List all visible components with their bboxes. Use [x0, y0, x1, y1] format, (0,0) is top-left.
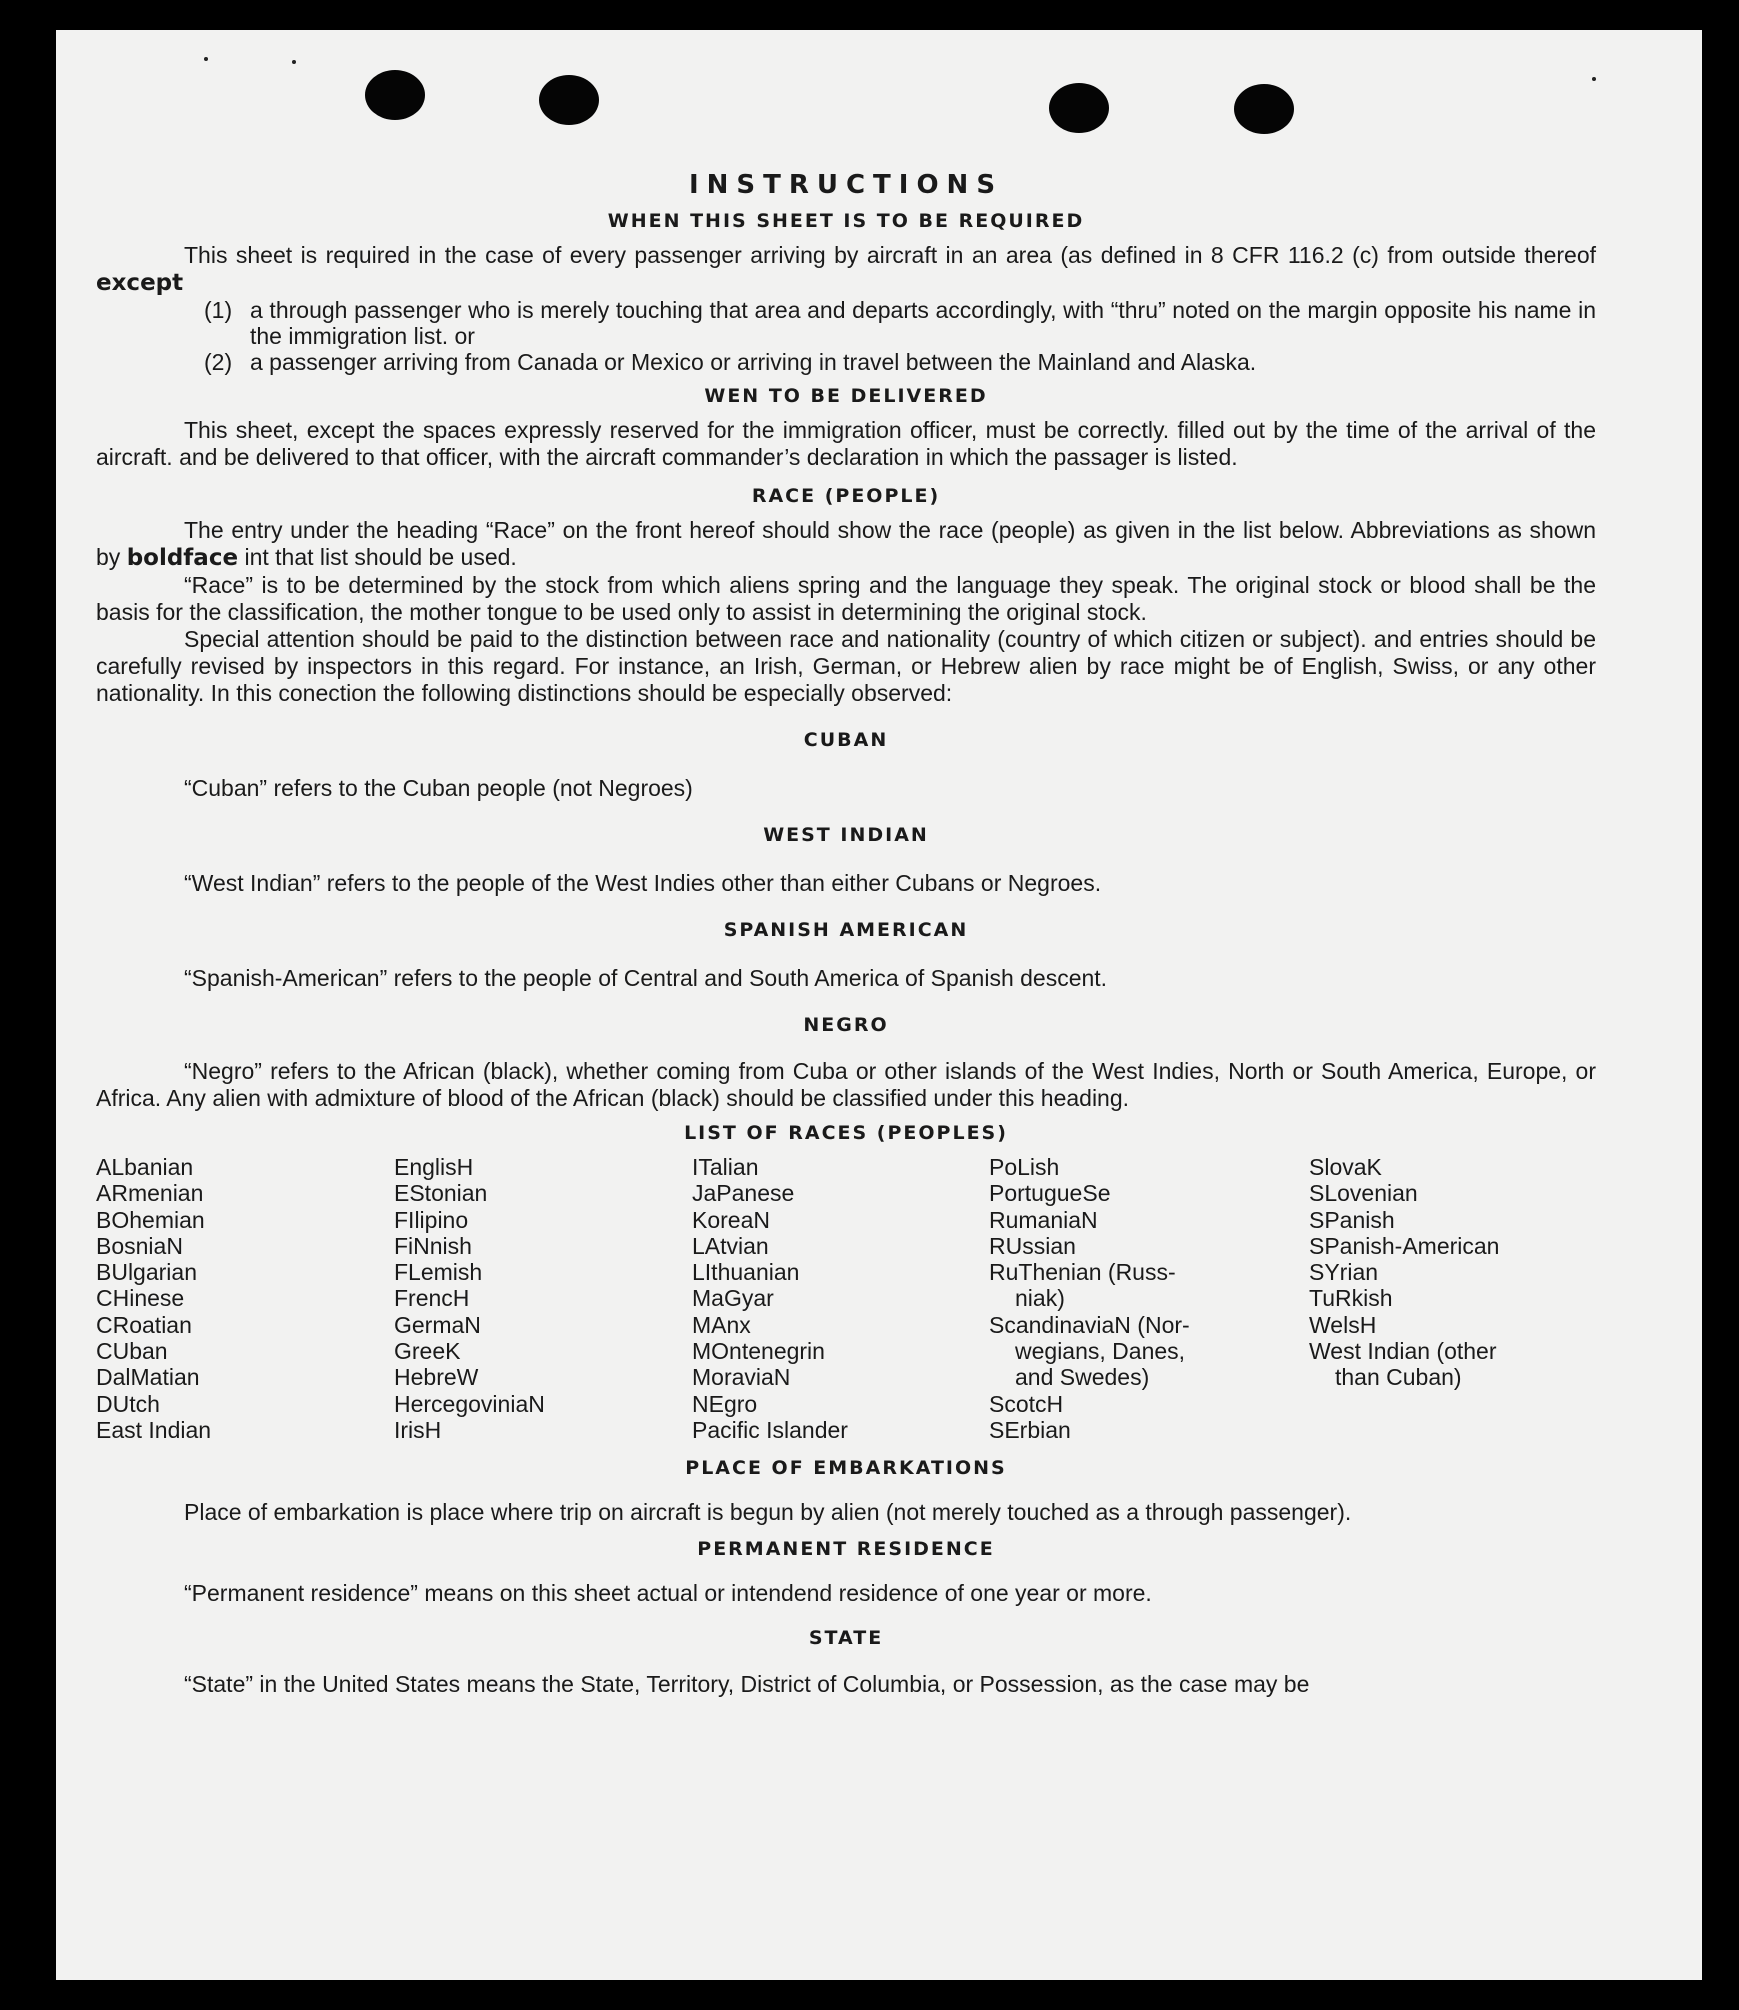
race-entry: BUlgarian: [96, 1259, 197, 1286]
section-heading-cuban: CUBAN: [803, 729, 889, 751]
race-entry: TuRkish: [1309, 1285, 1393, 1312]
race-entry: FLemish: [394, 1259, 483, 1286]
punch-hole: [539, 75, 599, 125]
races-column-5: [1309, 1154, 1569, 1443]
races-column-3: [692, 1154, 989, 1443]
race-entry-continuation: than Cuban): [1335, 1364, 1462, 1391]
exception-item-2: (2) a passenger arriving from Canada or Mexico or arriving in travel between the Mainland and Alaska.: [204, 349, 1257, 375]
west-indian-text: “West Indian” refers to the people of the West Indies other than either Cubans or Negroes.: [184, 870, 1102, 896]
section-heading-race: RACE (PEOPLE): [751, 485, 941, 507]
race-entry: SPanish: [1309, 1206, 1395, 1233]
page-title: INSTRUCTIONS: [688, 170, 1004, 200]
punch-hole: [365, 70, 425, 120]
race-entry: PortugueSe: [989, 1180, 1111, 1207]
exception-item-1: (1) a through passenger who is merely touching that area and departs accordingly, with “thru” noted on the margin opposite his name in the immigration list. or: [204, 297, 1596, 349]
race-entry: EStonian: [394, 1180, 488, 1207]
race-entry: GermaN: [394, 1311, 481, 1338]
race-entry: CUban: [96, 1338, 168, 1365]
races-column-1: [96, 1154, 394, 1443]
race-entry: JaPanese: [692, 1180, 795, 1207]
section-heading-when-required: WHEN THIS SHEET IS TO BE REQUIRED: [607, 210, 1085, 232]
race-entry: MoraviaN: [692, 1364, 791, 1391]
section-heading-delivered: WEN TO BE DELIVERED: [704, 385, 988, 407]
document-page: [56, 30, 1702, 1980]
permanent-residence-text: “Permanent residence” means on this sheet actual or intendend residence of one year or more.: [184, 1580, 1152, 1607]
race-entry: KoreaN: [692, 1206, 770, 1233]
race-entry: RumaniaN: [989, 1206, 1098, 1233]
race-entry: ARmenian: [96, 1180, 204, 1207]
spanish-american-text: “Spanish-American” refers to the people of Central and South America of Spanish descent.: [184, 965, 1108, 991]
speck: [1592, 77, 1596, 81]
race-entry: RuThenian (Russ-: [989, 1259, 1176, 1286]
race-entry: MOntenegrin: [692, 1338, 825, 1365]
race-entry: RUssian: [989, 1232, 1076, 1259]
race-entry: SYrian: [1309, 1259, 1379, 1286]
section-heading-spanish-american: SPANISH AMERICAN: [723, 919, 969, 941]
race-entry: BosniaN: [96, 1232, 183, 1259]
race-entry: EnglisH: [394, 1154, 474, 1180]
race-entry: FIlipino: [394, 1206, 469, 1233]
race-entry: WelsH: [1309, 1311, 1377, 1338]
race-entry: MaGyar: [692, 1285, 774, 1312]
section-heading-negro: NEGRO: [803, 1014, 889, 1036]
race-entry: LAtvian: [692, 1232, 769, 1259]
punch-hole: [1234, 84, 1294, 134]
race-entry-continuation: and Swedes): [1015, 1364, 1150, 1391]
race-entry: PoLish: [989, 1154, 1060, 1180]
race-entry: ScotcH: [989, 1390, 1064, 1417]
race-entry: BOhemian: [96, 1206, 205, 1233]
race-entry: FiNnish: [394, 1232, 472, 1259]
instructions-content: [96, 170, 1596, 1698]
race-entry: DalMatian: [96, 1364, 200, 1391]
race-entry: East Indian: [96, 1416, 212, 1443]
race-entry: HebreW: [394, 1364, 479, 1391]
section-heading-west-indian: WEST INDIAN: [763, 824, 929, 846]
race-paragraph-3: Special attention should be paid to the distinction between race and nationality (country of which citizen or subject). and entries should be carefully revised by inspectors in this regard. For instance, an Irish, German, or Hebrew alien by race might be of English, Swiss, or any other nationality. In this conection the following distinctions should be especially observed:: [96, 626, 1596, 706]
race-entry: SPanish-American: [1309, 1232, 1500, 1259]
race-entry: IrisH: [394, 1416, 442, 1443]
race-entry: SlovaK: [1309, 1154, 1382, 1180]
race-entry: ScandinaviaN (Nor-: [989, 1311, 1190, 1338]
speck: [292, 60, 296, 64]
race-entry: LIthuanian: [692, 1259, 800, 1286]
race-entry: CHinese: [96, 1285, 185, 1312]
race-entry: DUtch: [96, 1390, 160, 1417]
race-entry: FrencH: [394, 1285, 470, 1312]
race-entry: CRoatian: [96, 1311, 192, 1338]
delivered-text: This sheet, except the spaces expressly reserved for the immigration officer, must be correctly. filled out by the time of the arrival of the aircraft. and be delivered to that officer, with the aircraft commander’s declaration in which the passager is listed.: [96, 417, 1596, 470]
race-paragraph-1: The entry under the heading “Race” on the front hereof should show the race (people) as given in the list below. Abbreviations as shown by boldface int that list should be used.: [96, 517, 1596, 571]
race-entry: ALbanian: [96, 1154, 194, 1180]
race-entry: MAnx: [692, 1311, 751, 1338]
races-column-2: [394, 1154, 692, 1443]
cuban-text: “Cuban” refers to the Cuban people (not Negroes): [184, 775, 693, 801]
state-text: “State” in the United States means the State, Territory, District of Columbia, or Possession, as the case may be: [184, 1671, 1310, 1698]
when-required-intro: This sheet is required in the case of every passenger arriving by aircraft in an area (as defined in 8 CFR 116.2 (c) from outside thereof except: [96, 242, 1596, 296]
section-heading-embarkation: PLACE OF EMBARKATIONS: [685, 1457, 1007, 1480]
races-column-4: [989, 1154, 1309, 1443]
race-entry: SLovenian: [1309, 1180, 1418, 1207]
section-heading-state: STATE: [808, 1627, 884, 1650]
race-entry: West Indian (other: [1309, 1338, 1497, 1365]
race-entry: SErbian: [989, 1416, 1071, 1443]
section-heading-permanent-residence: PERMANENT RESIDENCE: [697, 1538, 995, 1561]
race-entry: ITalian: [692, 1154, 759, 1180]
race-entry-continuation: niak): [1015, 1285, 1065, 1312]
race-paragraph-2: “Race” is to be determined by the stock from which aliens spring and the language they speak. The original stock or blood shall be the basis for the classification, the mother tongue to be used only to assist in determining the original stock.: [96, 572, 1596, 625]
negro-text: “Negro” refers to the African (black), whether coming from Cuba or other islands of the West Indies, North or South America, Europe, or Africa. Any alien with admixture of blood of the African (black) should be classified under this heading.: [96, 1058, 1596, 1111]
race-entry: HercegoviniaN: [394, 1390, 545, 1417]
embarkation-text: Place of embarkation is place where trip on aircraft is begun by alien (not merely touched as a through passenger).: [184, 1499, 1352, 1526]
races-list: [96, 1154, 1596, 1443]
race-entry: NEgro: [692, 1390, 758, 1417]
speck: [204, 57, 208, 61]
section-heading-list-of-races: LIST OF RACES (PEOPLES): [684, 1122, 1008, 1144]
punch-hole: [1049, 83, 1109, 133]
race-entry: GreeK: [394, 1338, 461, 1365]
race-entry: Pacific Islander: [692, 1416, 848, 1443]
race-entry-continuation: wegians, Danes,: [1015, 1338, 1186, 1365]
